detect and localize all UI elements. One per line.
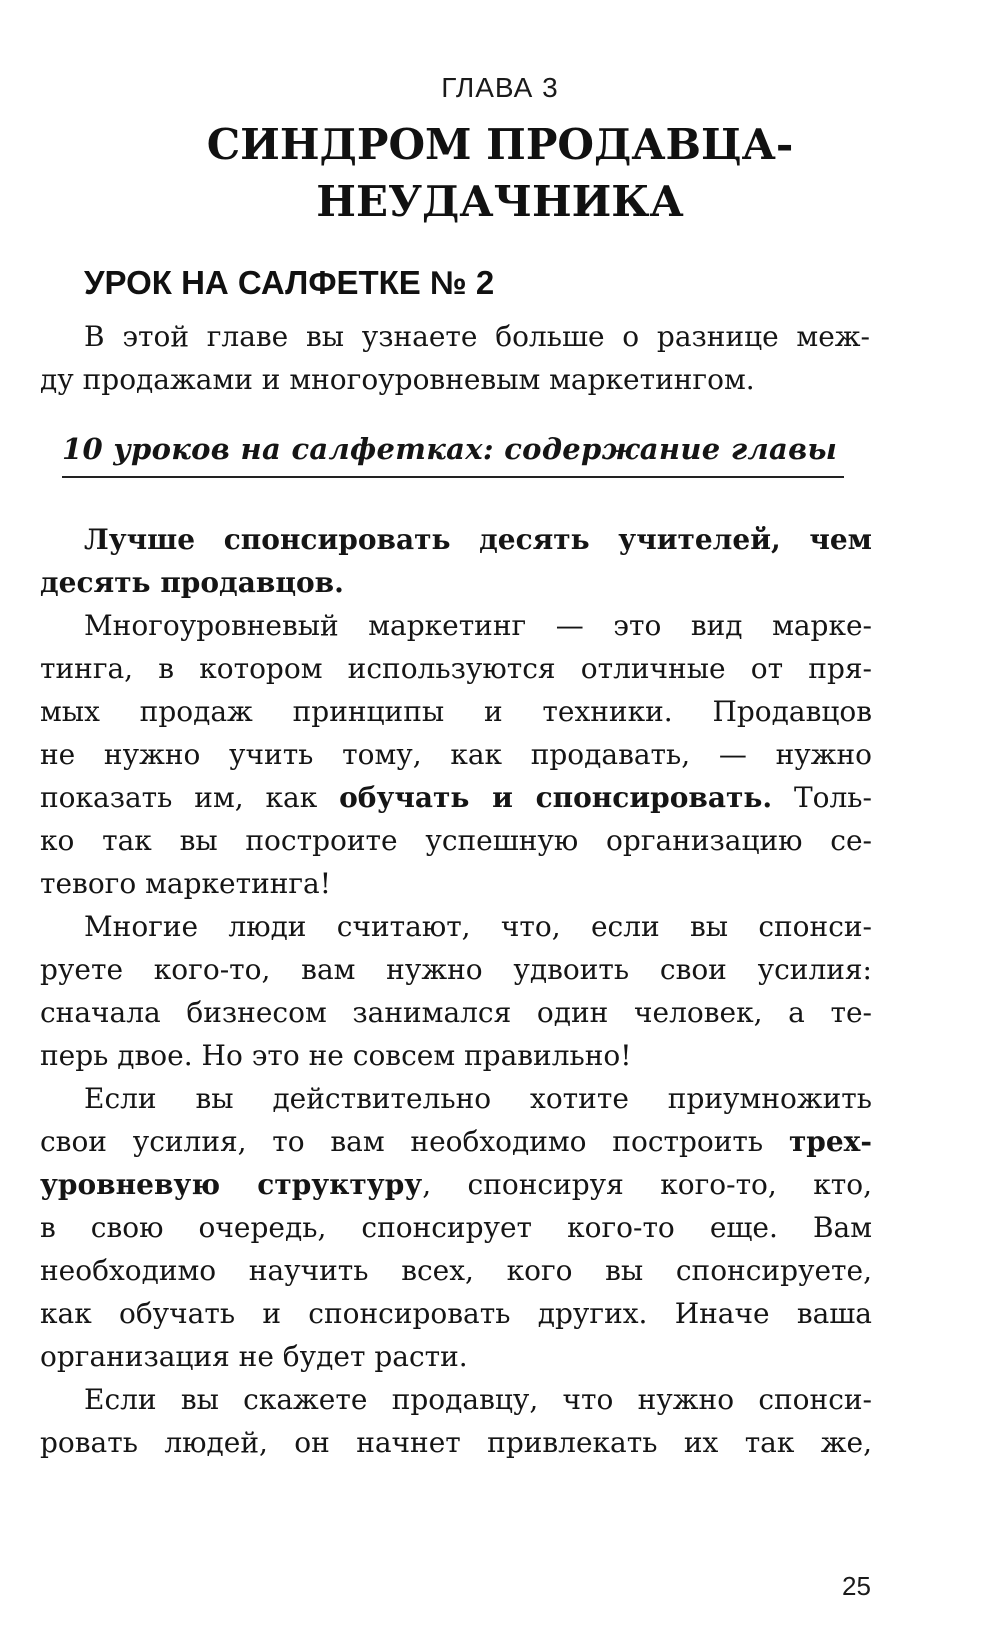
p1-bold-1: Лучше спонсировать десять учителей, чем	[84, 523, 872, 556]
p4-line-5: необходимо научить всех, кого вы спонсируете,	[40, 1254, 872, 1287]
p3-line-4: перь двое. Но это не совсем правильно!	[40, 1039, 632, 1072]
intro-line-2: ду продажами и многоуровневым маркетингом.	[40, 363, 755, 396]
lesson-heading: УРОК НА САЛФЕТКЕ № 2	[84, 264, 495, 301]
p4-line-2-a: свои усилия, то вам необходимо построить	[40, 1125, 789, 1158]
p4-line-7: организация не будет расти.	[40, 1340, 468, 1373]
p1-line-2	[40, 561, 872, 604]
page-number: 25	[842, 1571, 871, 1601]
p4-line-1: Если вы действительно хотите приумножить	[84, 1082, 872, 1115]
p3-line-2: руете кого-то, вам нужно удвоить свои усилия:	[40, 953, 872, 986]
chapter-title	[0, 116, 1000, 230]
p2-line-2: тинга, в котором используются отличные от пря-	[40, 652, 872, 685]
p2-line-5-bold: обучать и спонсировать.	[339, 781, 773, 814]
p3-line-3: сначала бизнесом занимался один человек, а те-	[40, 996, 872, 1029]
p4-line-3-bold: уровневую структуру	[40, 1168, 423, 1201]
body-text	[40, 518, 872, 1464]
p1-bold-2: десять продавцов.	[40, 566, 344, 599]
p3-line-1: Многие люди считают, что, если вы спонси-	[84, 910, 872, 943]
p4-line-2-bold: трех-	[788, 1125, 872, 1158]
chapter-title-line-2: НЕУДАЧНИКА	[316, 177, 684, 226]
p5-line-2: ровать людей, он начнет привлекать их так же,	[40, 1426, 872, 1459]
p5-line-1: Если вы скажете продавцу, что нужно спонси-	[84, 1383, 872, 1416]
p2-line-1: Многоуровневый маркетинг — это вид марке-	[84, 609, 872, 642]
p2-line-5	[40, 776, 872, 819]
chapter-title-line-1: СИНДРОМ ПРОДАВЦА-	[206, 120, 794, 169]
p2-line-4: не нужно учить тому, как продавать, — нужно	[40, 738, 872, 771]
intro-line-1: В этой главе вы узнаете больше о разнице меж-	[84, 320, 870, 353]
p4-line-2	[40, 1120, 872, 1163]
section-subtitle: 10 уроков на салфетках: содержание главы	[62, 432, 844, 478]
p2-line-3: мых продаж принципы и техники. Продавцов	[40, 695, 872, 728]
p2-line-7: тевого маркетинга!	[40, 867, 332, 900]
p2-line-5-c: Толь-	[772, 781, 872, 814]
p4-line-4: в свою очередь, спонсирует кого-то еще. Вам	[40, 1211, 872, 1244]
p2-line-6: ко так вы построите успешную организацию се-	[40, 824, 872, 857]
p4-line-3-b: , спонсируя кого-то, кто,	[422, 1168, 872, 1201]
intro-paragraph	[40, 315, 870, 401]
p4-line-3	[40, 1163, 872, 1206]
p1-line-1	[40, 518, 872, 561]
p2-line-5-a: показать им, как	[40, 781, 340, 814]
p4-line-6: как обучать и спонсировать других. Иначе ваша	[40, 1297, 872, 1330]
chapter-label: ГЛАВА 3	[441, 72, 559, 103]
